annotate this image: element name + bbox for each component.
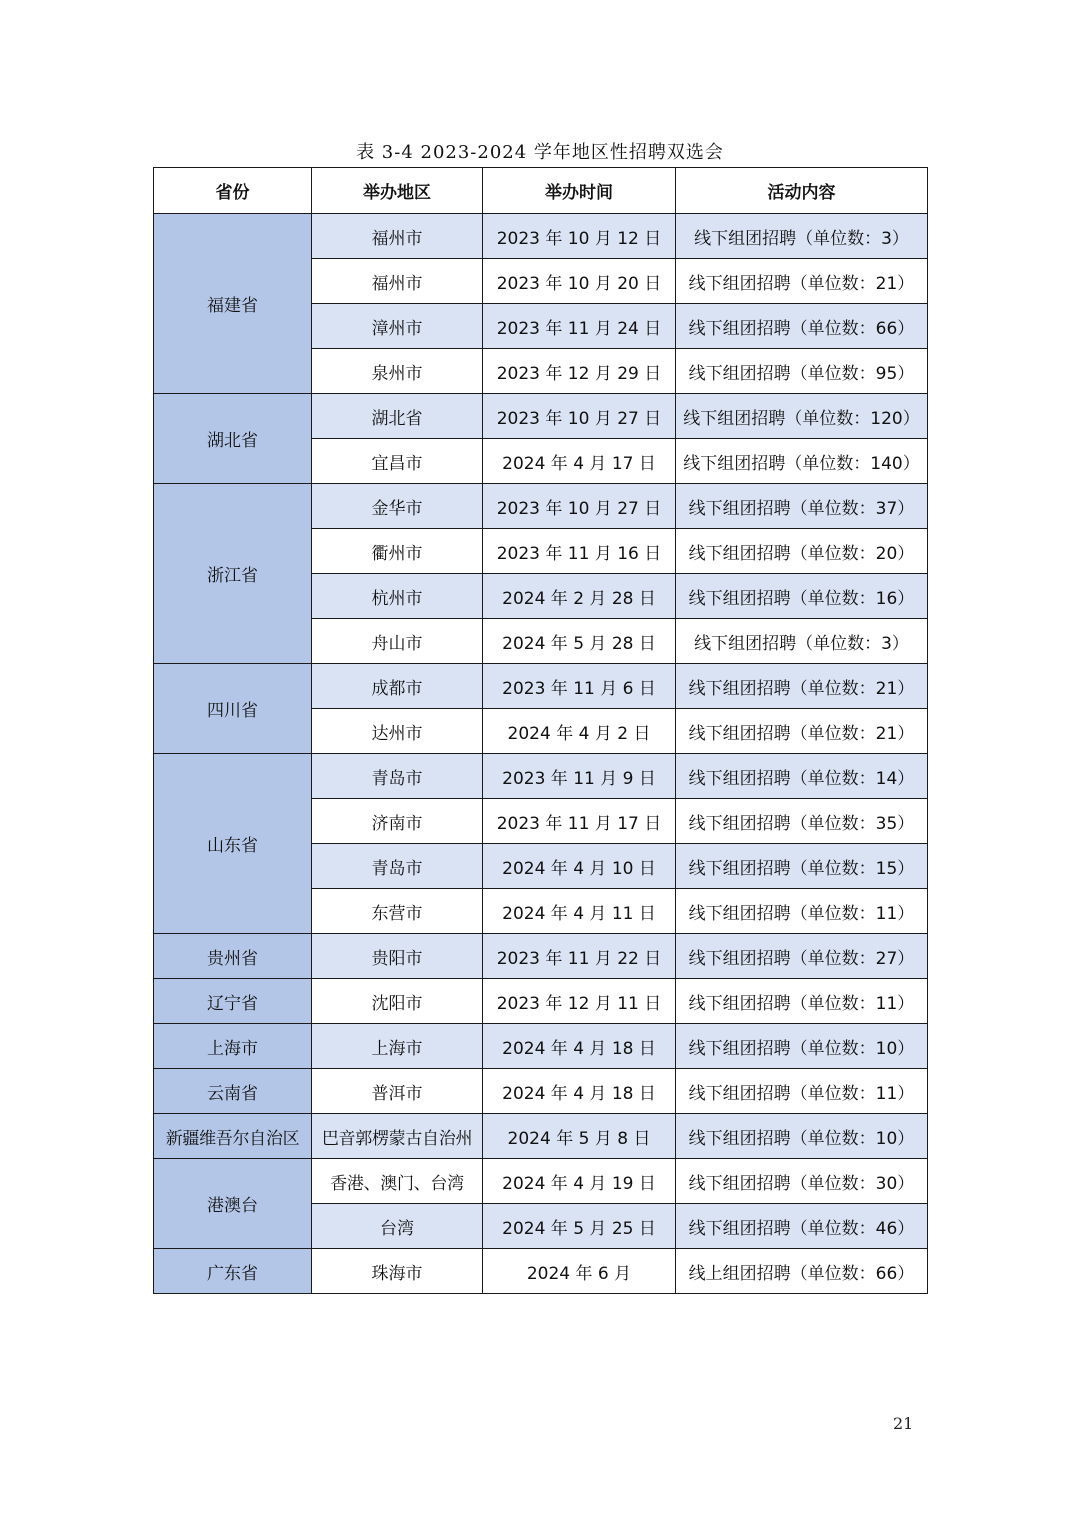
table-row <box>154 1069 928 1114</box>
date-cell: 2023 年 11 月 24 日 <box>483 304 676 349</box>
content-cell: 线下组团招聘（单位数：21） <box>676 664 928 709</box>
date-cell: 2024 年 4 月 19 日 <box>483 1159 676 1204</box>
content-cell: 线下组团招聘（单位数：66） <box>676 304 928 349</box>
table-row <box>154 484 928 529</box>
date-cell: 2023 年 10 月 27 日 <box>483 484 676 529</box>
table-row <box>154 214 928 259</box>
region-cell: 金华市 <box>312 484 483 529</box>
region-cell: 普洱市 <box>312 1069 483 1114</box>
region-cell: 福州市 <box>312 259 483 304</box>
province-cell: 辽宁省 <box>154 979 312 1024</box>
content-cell: 线下组团招聘（单位数：35） <box>676 799 928 844</box>
date-cell: 2024 年 4 月 18 日 <box>483 1069 676 1114</box>
region-cell: 青岛市 <box>312 754 483 799</box>
date-cell: 2024 年 2 月 28 日 <box>483 574 676 619</box>
table-row <box>154 1249 928 1294</box>
content-cell: 线下组团招聘（单位数：11） <box>676 1069 928 1114</box>
date-cell: 2024 年 4 月 10 日 <box>483 844 676 889</box>
date-cell: 2023 年 10 月 20 日 <box>483 259 676 304</box>
content-cell: 线下组团招聘（单位数：3） <box>676 619 928 664</box>
content-cell: 线下组团招聘（单位数：11） <box>676 979 928 1024</box>
content-cell: 线下组团招聘（单位数：21） <box>676 259 928 304</box>
content-cell: 线下组团招聘（单位数：16） <box>676 574 928 619</box>
region-cell: 宜昌市 <box>312 439 483 484</box>
region-cell: 青岛市 <box>312 844 483 889</box>
date-cell: 2023 年 11 月 17 日 <box>483 799 676 844</box>
table-body <box>154 214 928 1294</box>
content-cell: 线下组团招聘（单位数：10） <box>676 1024 928 1069</box>
region-cell: 台湾 <box>312 1204 483 1249</box>
region-cell: 香港、澳门、台湾 <box>312 1159 483 1204</box>
date-cell: 2023 年 11 月 22 日 <box>483 934 676 979</box>
date-cell: 2024 年 4 月 2 日 <box>483 709 676 754</box>
date-cell: 2024 年 4 月 11 日 <box>483 889 676 934</box>
region-cell: 济南市 <box>312 799 483 844</box>
province-cell: 新疆维吾尔自治区 <box>154 1114 312 1159</box>
recruitment-events-table <box>153 167 928 1294</box>
date-cell: 2024 年 5 月 28 日 <box>483 619 676 664</box>
header-province: 省份 <box>154 168 312 214</box>
region-cell: 成都市 <box>312 664 483 709</box>
region-cell: 沈阳市 <box>312 979 483 1024</box>
content-cell: 线下组团招聘（单位数：14） <box>676 754 928 799</box>
region-cell: 漳州市 <box>312 304 483 349</box>
date-cell: 2024 年 5 月 8 日 <box>483 1114 676 1159</box>
content-cell: 线下组团招聘（单位数：15） <box>676 844 928 889</box>
region-cell: 泉州市 <box>312 349 483 394</box>
table-row <box>154 1159 928 1204</box>
date-cell: 2024 年 4 月 17 日 <box>483 439 676 484</box>
table-row <box>154 664 928 709</box>
region-cell: 达州市 <box>312 709 483 754</box>
content-cell: 线下组团招聘（单位数：95） <box>676 349 928 394</box>
content-cell: 线下组团招聘（单位数：27） <box>676 934 928 979</box>
region-cell: 舟山市 <box>312 619 483 664</box>
content-cell: 线下组团招聘（单位数：20） <box>676 529 928 574</box>
content-cell: 线下组团招聘（单位数：21） <box>676 709 928 754</box>
content-cell: 线下组团招聘（单位数：120） <box>676 394 928 439</box>
province-cell: 上海市 <box>154 1024 312 1069</box>
date-cell: 2023 年 10 月 27 日 <box>483 394 676 439</box>
province-cell: 四川省 <box>154 664 312 754</box>
province-cell: 山东省 <box>154 754 312 934</box>
region-cell: 衢州市 <box>312 529 483 574</box>
header-region: 举办地区 <box>312 168 483 214</box>
date-cell: 2024 年 4 月 18 日 <box>483 1024 676 1069</box>
header-row <box>154 168 928 214</box>
region-cell: 上海市 <box>312 1024 483 1069</box>
region-cell: 湖北省 <box>312 394 483 439</box>
table-row <box>154 1114 928 1159</box>
table-row <box>154 1024 928 1069</box>
content-cell: 线下组团招聘（单位数：37） <box>676 484 928 529</box>
province-cell: 广东省 <box>154 1249 312 1294</box>
date-cell: 2023 年 11 月 9 日 <box>483 754 676 799</box>
date-cell: 2023 年 10 月 12 日 <box>483 214 676 259</box>
table-row <box>154 394 928 439</box>
content-cell: 线下组团招聘（单位数：11） <box>676 889 928 934</box>
region-cell: 巴音郭楞蒙古自治州 <box>312 1114 483 1159</box>
page-number: 21 <box>893 1414 914 1433</box>
table-row <box>154 934 928 979</box>
table-row <box>154 979 928 1024</box>
header-date: 举办时间 <box>483 168 676 214</box>
content-cell: 线下组团招聘（单位数：30） <box>676 1159 928 1204</box>
date-cell: 2024 年 5 月 25 日 <box>483 1204 676 1249</box>
date-cell: 2023 年 12 月 11 日 <box>483 979 676 1024</box>
date-cell: 2023 年 12 月 29 日 <box>483 349 676 394</box>
province-cell: 浙江省 <box>154 484 312 664</box>
province-cell: 湖北省 <box>154 394 312 484</box>
content-cell: 线下组团招聘（单位数：46） <box>676 1204 928 1249</box>
region-cell: 杭州市 <box>312 574 483 619</box>
province-cell: 港澳台 <box>154 1159 312 1249</box>
table-caption: 表 3-4 2023-2024 学年地区性招聘双选会 <box>356 142 724 163</box>
content-cell: 线下组团招聘（单位数：3） <box>676 214 928 259</box>
region-cell: 东营市 <box>312 889 483 934</box>
content-cell: 线上组团招聘（单位数：66） <box>676 1249 928 1294</box>
region-cell: 珠海市 <box>312 1249 483 1294</box>
region-cell: 贵阳市 <box>312 934 483 979</box>
date-cell: 2023 年 11 月 16 日 <box>483 529 676 574</box>
content-cell: 线下组团招聘（单位数：140） <box>676 439 928 484</box>
province-cell: 云南省 <box>154 1069 312 1114</box>
province-cell: 福建省 <box>154 214 312 394</box>
date-cell: 2024 年 6 月 <box>483 1249 676 1294</box>
table-row <box>154 754 928 799</box>
date-cell: 2023 年 11 月 6 日 <box>483 664 676 709</box>
province-cell: 贵州省 <box>154 934 312 979</box>
table-header <box>154 168 928 214</box>
header-content: 活动内容 <box>676 168 928 214</box>
region-cell: 福州市 <box>312 214 483 259</box>
content-cell: 线下组团招聘（单位数：10） <box>676 1114 928 1159</box>
